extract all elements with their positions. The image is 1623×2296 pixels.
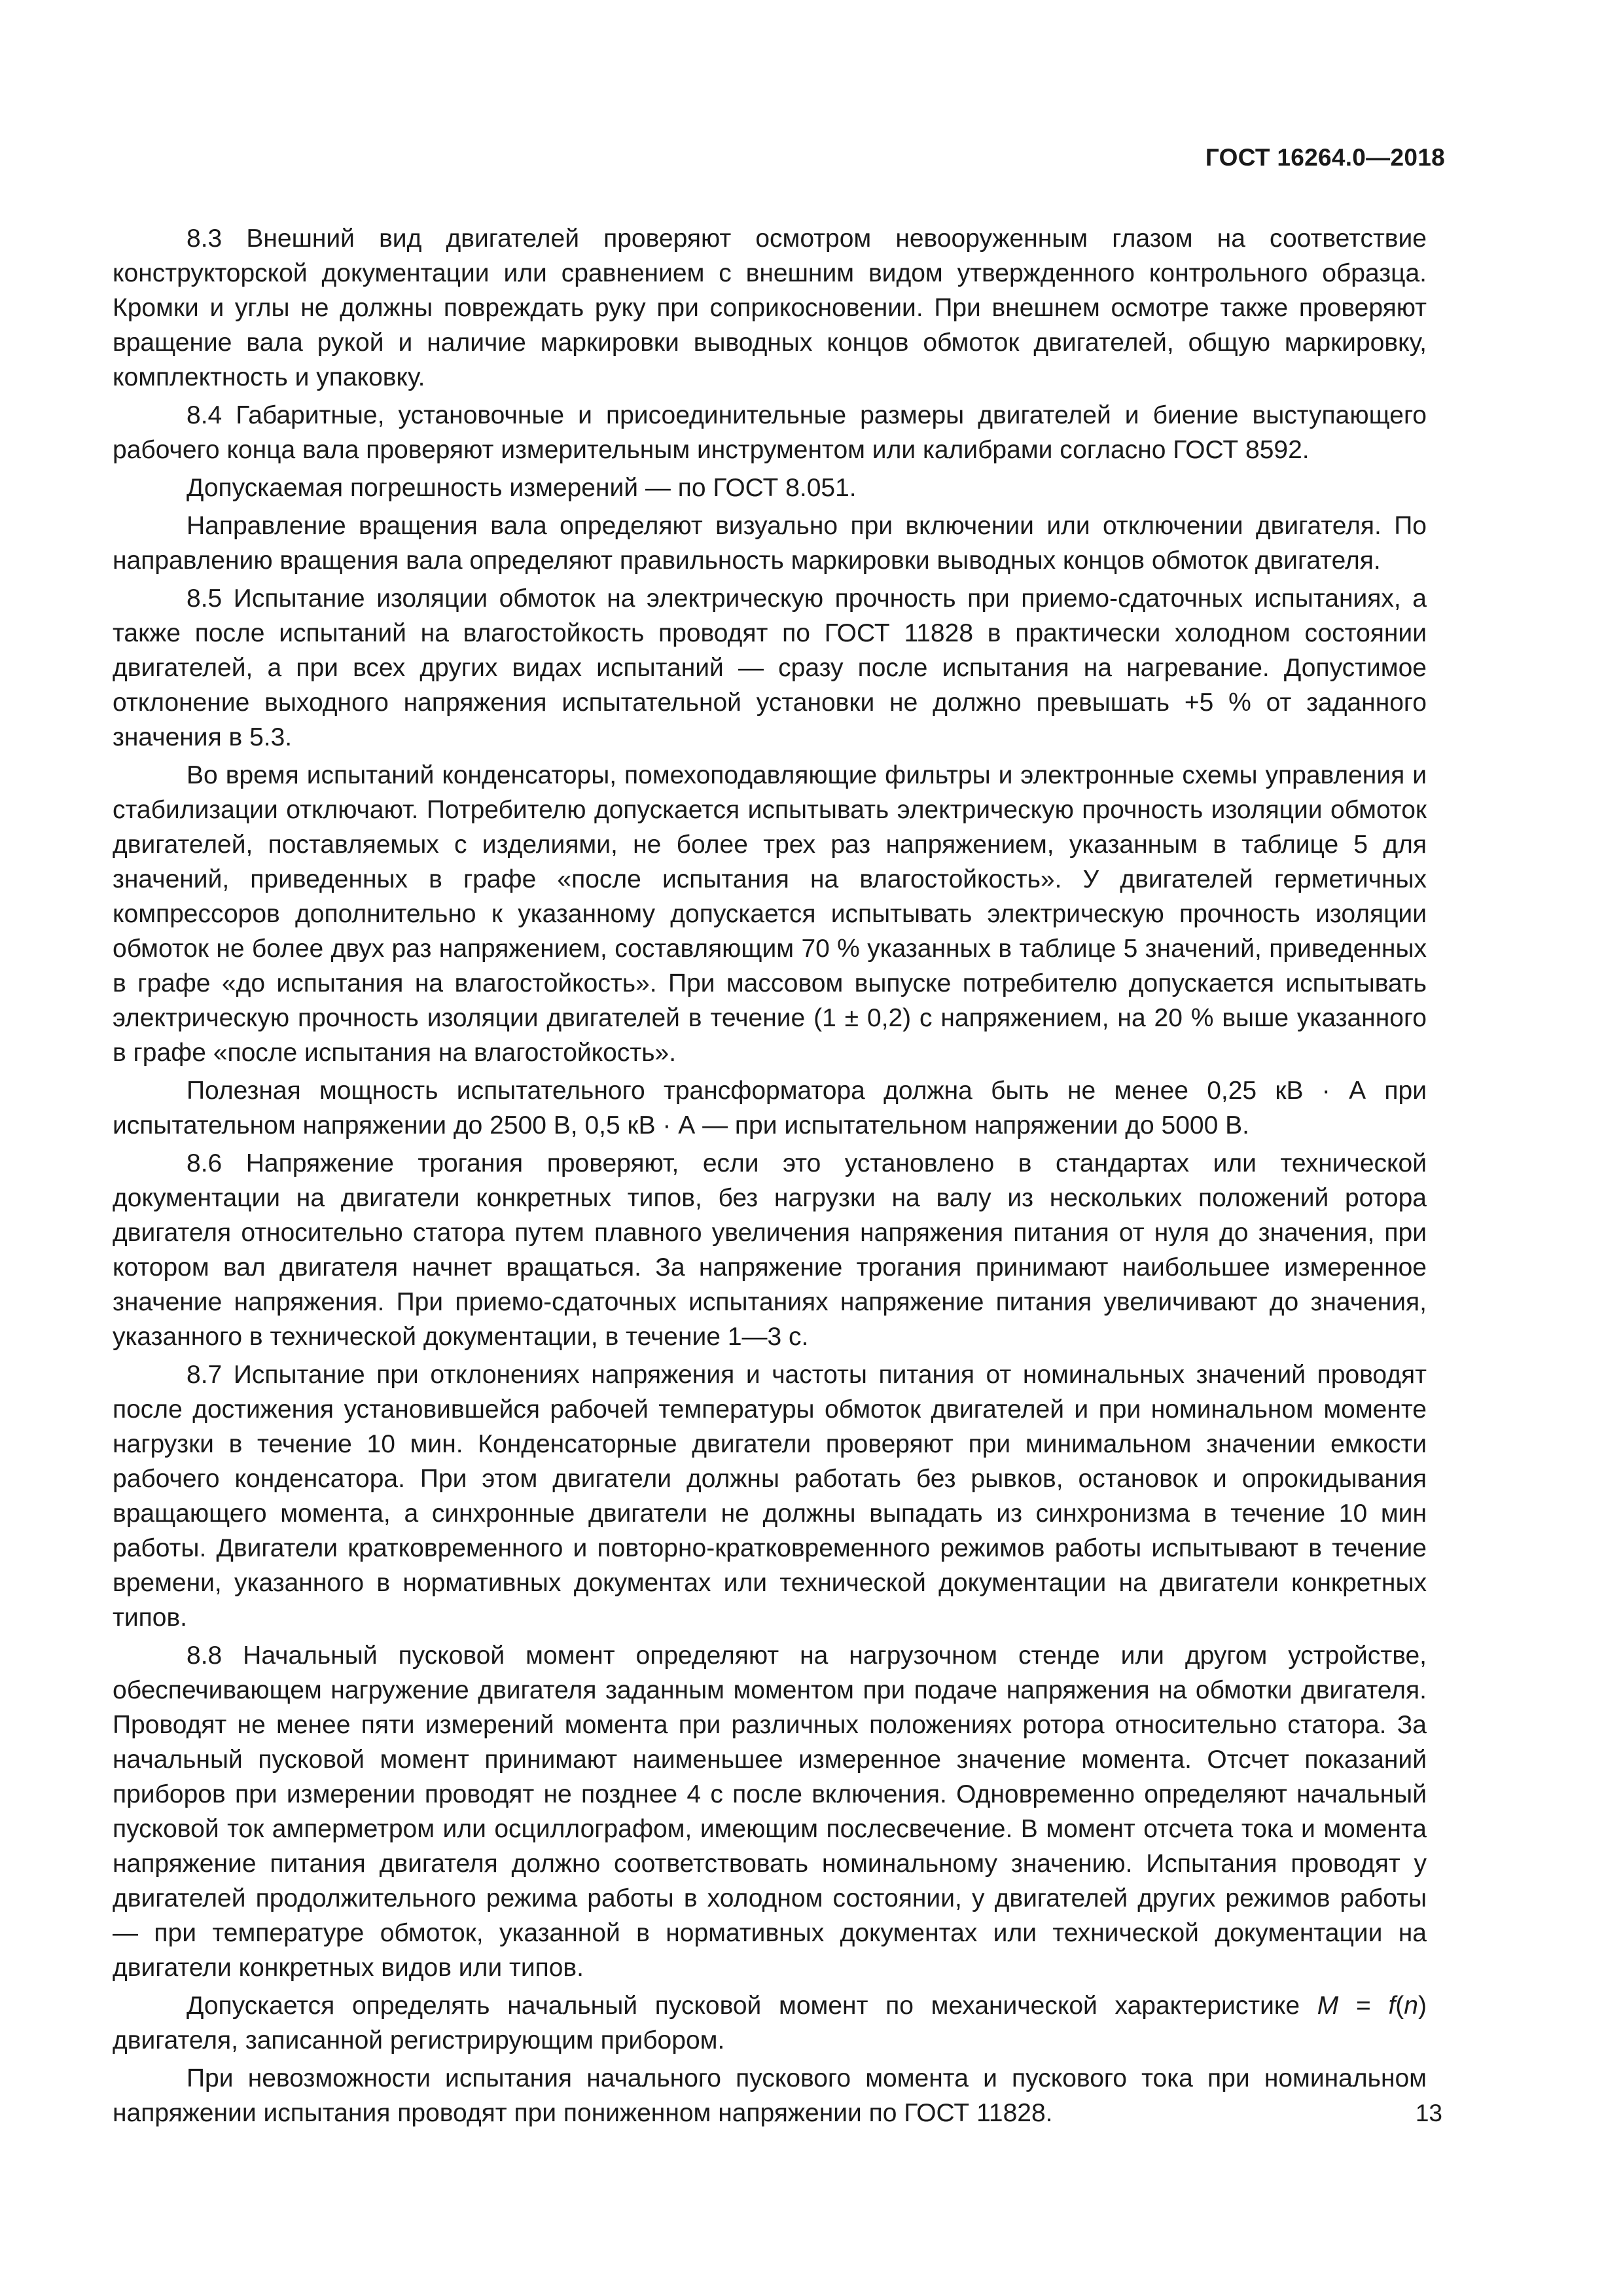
paragraph-8-5: 8.5 Испытание изоляции обмоток на электрическую прочность при приемо-сдаточных испытаниях, а также после испытаний на влагостойкость проводят по ГОСТ 11828 в практически холодном состоянии двигателей, а при всех других видах испытаний — сразу после испытания на нагревание. Допустимое отклонение выходного напряжения испытательной установки не должно превышать +5 % от заданного значения в 5.3. (113, 584, 1427, 751)
paragraph-8-3: 8.3 Внешний вид двигателей проверяют осмотром невооруженным глазом на соответствие конструкторской документации или сравнением с внешним видом утвержденного контрольного образца. Кромки и углы не должны повреждать руку при соприкосновении. При внешнем осмотре также проверяют вращение вала рукой и наличие маркировки выводных концов обмоток двигателей, общую маркировку, комплектность и упаковку. (113, 224, 1427, 391)
document-body (113, 221, 1427, 2134)
paragraph-rotation-direction: Направление вращения вала определяют визуально при включении или отключении двигателя. По направлению вращения вала определяют правильность маркировки выводных концов обмоток двигателя. (113, 512, 1427, 575)
formula-var-m: M (1317, 1992, 1339, 2020)
paragraph-measurement-error: Допускаемая погрешность измерений — по ГОСТ 8.051. (187, 474, 857, 502)
paragraph-8-4: 8.4 Габаритные, установочные и присоединительные размеры двигателей и биение выступающего рабочего конца вала проверяют измерительным инструментом или калибрами согласно ГОСТ 8592. (113, 401, 1427, 464)
formula-text-before: Допускается определять начальный пусковой момент по механической характеристике (187, 1992, 1317, 2020)
paragraph-8-6: 8.6 Напряжение трогания проверяют, если это установлено в стандартах или технической документации на двигатели конкретных типов, без нагрузки на валу из нескольких положений ротора двигателя относительно статора путем плавного увеличения напряжения питания от нуля до значения, при котором вал двигателя начнет вращаться. За напряжение трогания принимают наибольшее измеренное значение напряжения. При приемо-сдаточных испытаниях напряжение питания увеличивают до значения, указанного в технической документации, в течение 1—3 с. (113, 1149, 1427, 1351)
paragraph-mechanical-characteristic (113, 1988, 1427, 2058)
paragraph-reduced-voltage: При невозможности испытания начального пускового момента и пускового тока при номинальном напряжении испытания проводят при пониженном напряжении по ГОСТ 11828. (113, 2064, 1427, 2127)
paragraph-8-8: 8.8 Начальный пусковой момент определяют на нагрузочном стенде или другом устройстве, обеспечивающем нагружение двигателя заданным моментом при подаче напряжения на обмотки двигателя. Проводят не менее пяти измерений момента при различных положениях ротора относительно статора. За начальный пусковой момент принимают наименьшее измеренное значение момента. Отсчет показаний приборов при измерении проводят не позднее 4 с после включения. Одновременно определяют начальный пусковой ток амперметром или осциллографом, имеющим послесвечение. В момент отсчета тока и момента напряжение питания двигателя должно соответствовать номинальному значению. Испытания проводят у двигателей продолжительного режима работы в холодном состоянии, у двигателей других режимов работы — при температуре обмоток, указанной в нормативных документах или технической документации на двигатели конкретных видов или типов. (113, 1641, 1427, 1982)
formula-equals: = (1338, 1992, 1389, 2020)
formula-text-after: ) двигателя, записанной регистрирующим прибором. (113, 1992, 1427, 2054)
paragraph-8-7: 8.7 Испытание при отклонениях напряжения и частоты питания от номинальных значений проводят после достижения установившейся рабочей температуры обмоток двигателей и при номинальном моменте нагрузки в течение 10 мин. Конденсаторные двигатели проверяют при минимальном значении емкости рабочего конденсатора. При этом двигатели должны работать без рывков, остановок и опрокидывания вращающего момента, а синхронные двигатели не должны выпадать из синхронизма в течение 10 мин работы. Двигатели кратковременного и повторно-кратковременного режимов работы испытывают в течение времени, указанного в нормативных документах или технической документации на двигатели конкретных типов. (113, 1361, 1427, 1632)
paragraph-transformer-power: Полезная мощность испытательного трансформатора должна быть не менее 0,25 кВ · А при испытательном напряжении до 2500 В, 0,5 кВ · А — при испытательном напряжении до 5000 В. (113, 1077, 1427, 1139)
paragraph-during-tests: Во время испытаний конденсаторы, помехоподавляющие фильтры и электронные схемы управления и стабилизации отключают. Потребителю допускается испытывать электрическую прочность изоляции обмоток двигателей, поставляемых с изделиями, не более трех раз напряжением, указанным в таблице 5 для значений, приведенных в графе «после испытания на влагостойкость». У двигателей герметичных компрессоров дополнительно к указанному допускается испытывать электрическую прочность изоляции обмоток не более двух раз напряжением, составляющим 70 % указанных в таблице 5 значений, приведенных в графе «до испытания на влагостойкость». При массовом выпуске потребителю допускается испытывать электрическую прочность изоляции двигателей в течение (1 ± 0,2) с напряжением, на 20 % выше указанного в графе «после испытания на влагостойкость». (113, 761, 1427, 1067)
formula-var-n: n (1404, 1992, 1418, 2020)
page-number: 13 (1415, 2100, 1442, 2126)
document-code-header: ГОСТ 16264.0—2018 (1205, 144, 1445, 171)
formula-open-paren: ( (1395, 1992, 1404, 2020)
formula-var-f: f (1388, 1992, 1396, 2020)
